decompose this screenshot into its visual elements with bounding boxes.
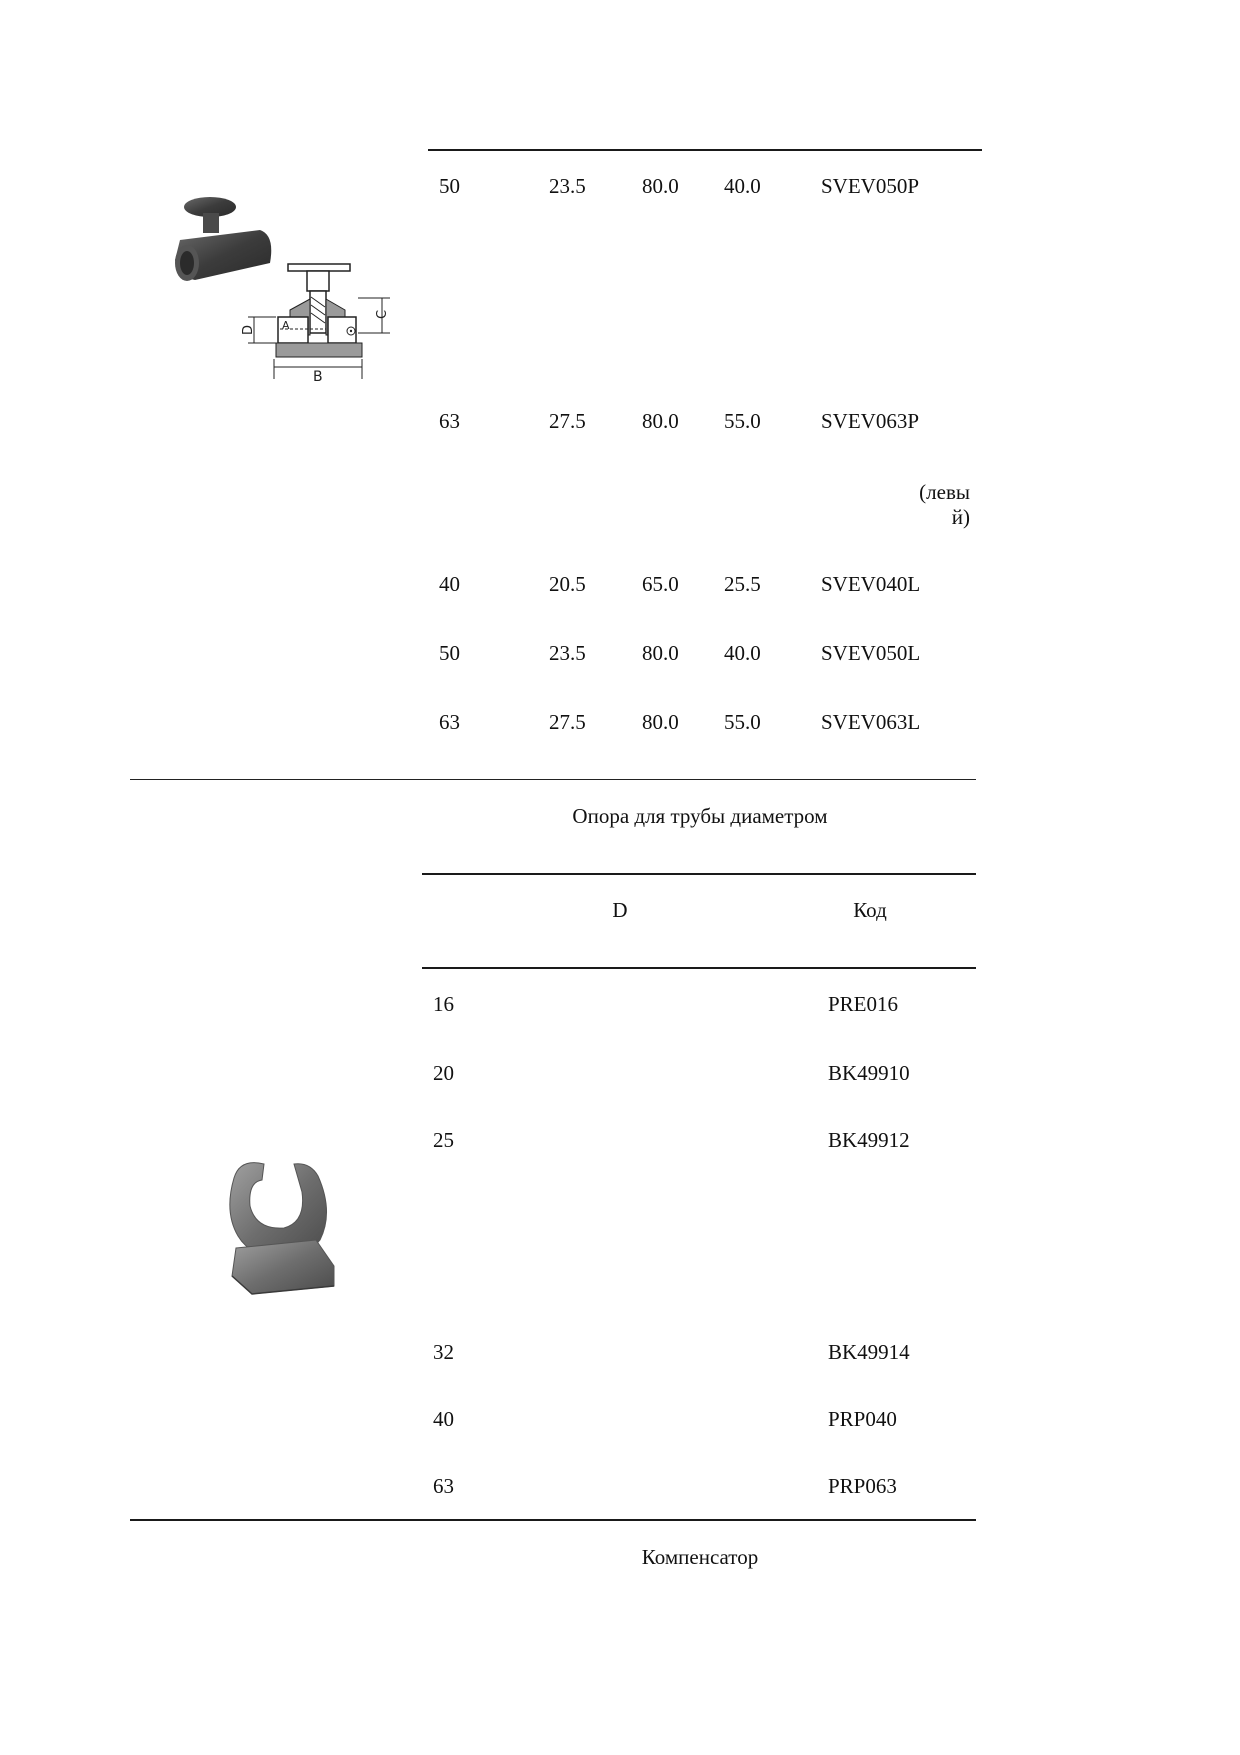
- cell-a: 27.5: [549, 710, 586, 734]
- cell-a: 20.5: [549, 572, 586, 596]
- cell-c: 55.0: [724, 409, 761, 433]
- support-cell-code: PRP040: [828, 1407, 897, 1431]
- cell-code: SVEV063P: [821, 409, 920, 433]
- section-divider: [130, 1519, 976, 1521]
- cell-b: 80.0: [642, 710, 679, 734]
- section-divider: [130, 779, 976, 780]
- support-cell-d: 63: [433, 1474, 454, 1498]
- cell-code: SVEV063L: [821, 710, 921, 734]
- diagram-label-c: C: [375, 309, 390, 319]
- cell-d: 63: [439, 710, 460, 734]
- pipe-support-photo: [222, 1156, 342, 1296]
- compensator-section-title: Компенсатор: [641, 1545, 759, 1569]
- left-variant-label-line1: (левы: [919, 480, 970, 504]
- support-header-d: D: [612, 898, 628, 922]
- diagram-label-d: D: [241, 324, 256, 335]
- cell-d: 63: [439, 409, 460, 433]
- left-variant-label-line2: й): [951, 505, 970, 529]
- cell-a: 27.5: [549, 409, 586, 433]
- cell-b: 80.0: [642, 174, 679, 198]
- cell-c: 55.0: [724, 710, 761, 734]
- cell-c: 40.0: [724, 174, 761, 198]
- cell-b: 65.0: [642, 572, 679, 596]
- support-cell-d: 40: [433, 1407, 454, 1431]
- support-section-title: Опора для трубы диаметром: [572, 804, 828, 828]
- support-table-header-rule: [422, 967, 976, 969]
- left-variant-label: [880, 480, 970, 530]
- cell-a: 23.5: [549, 174, 586, 198]
- cell-d: 50: [439, 174, 460, 198]
- support-header-code: Код: [853, 898, 887, 922]
- cell-code: SVEV040L: [821, 572, 921, 596]
- cell-b: 80.0: [642, 409, 679, 433]
- diagram-label-a: A: [282, 319, 290, 332]
- support-cell-d: 25: [433, 1128, 454, 1152]
- cell-d: 40: [439, 572, 460, 596]
- cell-code: SVEV050P: [821, 174, 920, 198]
- support-cell-code: PRP063: [828, 1474, 897, 1498]
- cell-c: 40.0: [724, 641, 761, 665]
- support-cell-d: 32: [433, 1340, 454, 1364]
- diagram-label-b: B: [313, 369, 323, 385]
- cell-c: 25.5: [724, 572, 761, 596]
- valve-dimension-diagram: [240, 255, 400, 390]
- support-cell-d: 20: [433, 1061, 454, 1085]
- support-cell-d: 16: [433, 992, 454, 1016]
- support-table-top-rule: [422, 873, 976, 875]
- support-cell-code: BK49912: [828, 1128, 910, 1152]
- cell-d: 50: [439, 641, 460, 665]
- valve-table-top-rule: [428, 149, 982, 151]
- support-cell-code: PRE016: [828, 992, 899, 1016]
- cell-code: SVEV050L: [821, 641, 921, 665]
- cell-b: 80.0: [642, 641, 679, 665]
- support-cell-code: BK49914: [828, 1340, 910, 1364]
- cell-a: 23.5: [549, 641, 586, 665]
- support-cell-code: BK49910: [828, 1061, 910, 1085]
